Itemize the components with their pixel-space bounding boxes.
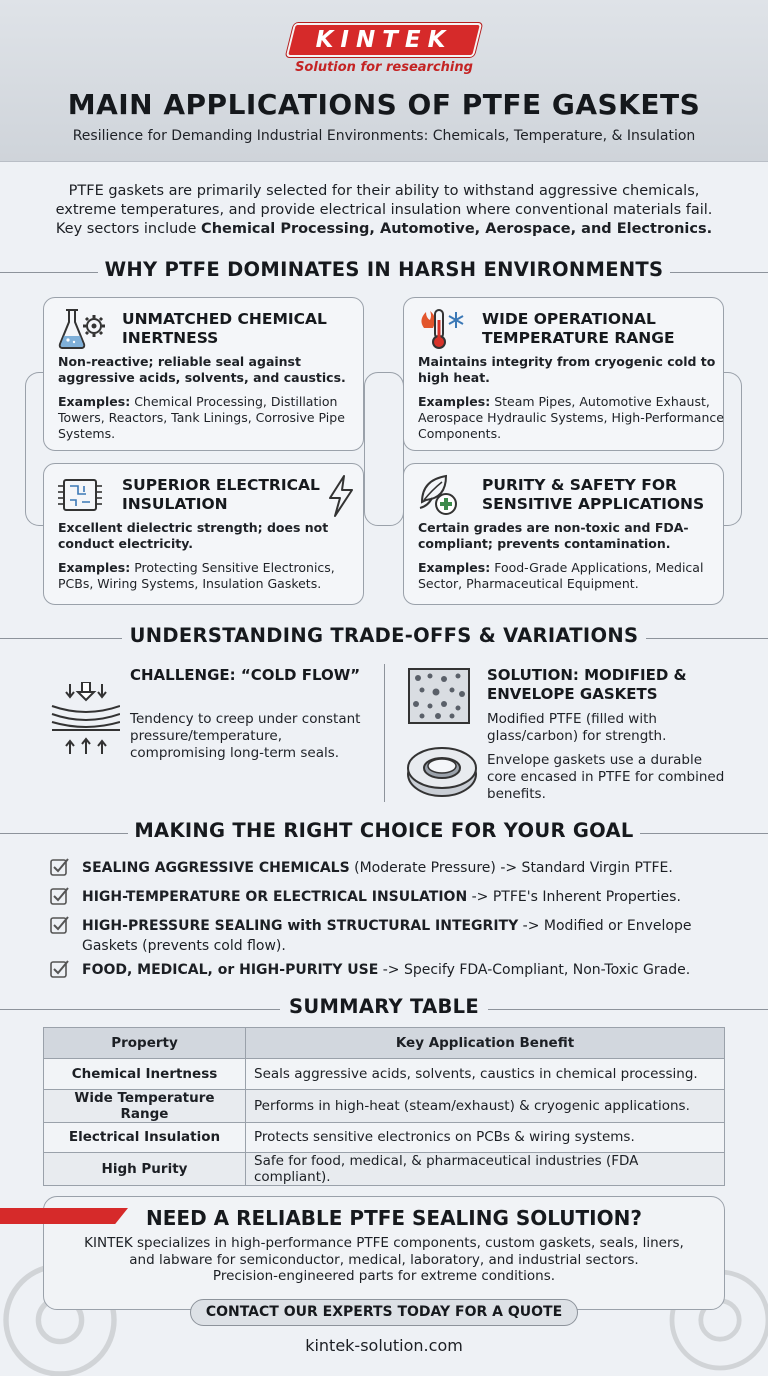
cta-text-line-3: Precision-engineered parts for extreme conditions. — [212, 1268, 556, 1284]
choice-recommendation: -> Modified or Envelope Gaskets (prevents cold flow). — [82, 918, 692, 954]
leaf-medical-cross-icon — [416, 472, 466, 518]
choice-goal: HIGH-TEMPERATURE OR ELECTRICAL INSULATION — [82, 889, 468, 905]
solution-title: SOLUTION: MODIFIED & ENVELOPE GASKETS — [487, 666, 687, 703]
cta-text-line-2: and labware for semiconductor, medical, laboratory, and industrial sectors. — [129, 1251, 639, 1268]
choice-item — [50, 885, 730, 909]
lightning-bolt-icon — [326, 474, 356, 518]
circuit-chip-icon — [56, 472, 106, 518]
intro-line-2: extreme temperatures, and provide electrical insulation where conventional materials fail. — [55, 202, 713, 218]
card-title: UNMATCHED CHEMICAL INERTNESS — [122, 310, 327, 347]
website-link[interactable]: kintek-solution.com — [305, 1336, 463, 1355]
choice-recommendation: -> PTFE's Inherent Properties. — [467, 889, 681, 905]
cta-description — [60, 1235, 708, 1285]
section-heading-choice — [0, 819, 768, 847]
column-header-property: Property — [44, 1028, 246, 1059]
examples-label: Examples: — [58, 394, 131, 409]
choice-item — [50, 914, 730, 958]
section-title-choice: MAKING THE RIGHT CHOICE FOR YOUR GOAL — [134, 819, 634, 842]
section-heading-summary — [0, 995, 768, 1023]
choice-recommendation: -> Specify FDA-Compliant, Non-Toxic Grade. — [378, 962, 691, 978]
card-chemical-inertness — [43, 297, 364, 451]
table-cell-benefit: Safe for food, medical, & pharmaceutical industries (FDA compliant). — [246, 1153, 725, 1186]
solution-text-modified: Modified PTFE (filled with glass/carbon) for strength. — [487, 711, 667, 744]
examples-label: Examples: — [418, 394, 491, 409]
cold-flow-compression-icon — [50, 682, 120, 756]
examples-text: Steam Pipes, Automotive Exhaust, Aerospace Hydraulic Systems, High-Performance Components. — [418, 394, 724, 441]
card-title: WIDE OPERATIONAL TEMPERATURE RANGE — [482, 310, 675, 347]
thermometer-flame-snowflake-icon — [416, 306, 466, 352]
table-cell-property: Electrical Insulation — [44, 1122, 246, 1153]
card-description: Excellent dielectric strength; does not conduct electricity. — [58, 520, 329, 551]
choice-item — [50, 856, 730, 880]
card-temperature-range — [403, 297, 724, 451]
examples-label: Examples: — [58, 560, 131, 575]
table-header-row — [44, 1028, 725, 1059]
solution-text-envelope: Envelope gaskets use a durable core encased in PTFE for combined benefits. — [487, 752, 725, 802]
section-title-summary: SUMMARY TABLE — [288, 995, 480, 1018]
table-cell-property: High Purity — [44, 1153, 246, 1186]
examples-text: Chemical Processing, Distillation Towers, Reactors, Tank Linings, Corrosive Pipe Systems. — [58, 394, 345, 441]
cta-title: NEED A RELIABLE PTFE SEALING SOLUTION? — [146, 1206, 642, 1230]
card-description: Certain grades are non-toxic and FDA-compliant; prevents contamination. — [418, 520, 689, 551]
table-row — [44, 1058, 725, 1089]
table-cell-property: Chemical Inertness — [44, 1058, 246, 1089]
table-cell-property: Wide Temperature Range — [44, 1089, 246, 1122]
table-cell-benefit: Seals aggressive acids, solvents, caustics in chemical processing. — [246, 1058, 725, 1089]
section-heading-why — [0, 258, 768, 286]
flask-gear-icon — [56, 306, 106, 352]
section-heading-tradeoffs — [0, 624, 768, 652]
envelope-gasket-ring-icon — [406, 744, 478, 800]
table-row — [44, 1089, 725, 1122]
checkbox-checked-icon — [50, 959, 70, 979]
examples-label: Examples: — [418, 560, 491, 575]
table-cell-benefit: Performs in high-heat (steam/exhaust) & cryogenic applications. — [246, 1089, 725, 1122]
bracket-center — [364, 372, 404, 526]
table-cell-benefit: Protects sensitive electronics on PCBs & wiring systems. — [246, 1122, 725, 1153]
summary-table — [43, 1027, 725, 1186]
card-examples — [418, 560, 728, 592]
tagline: Solution for researching — [295, 60, 473, 75]
card-title: SUPERIOR ELECTRICAL INSULATION — [122, 476, 320, 513]
logo-text: KINTEK — [315, 27, 453, 53]
card-description: Maintains integrity from cryogenic cold to high heat. — [418, 354, 716, 385]
filled-composite-material-icon — [408, 668, 470, 724]
intro-paragraph — [30, 182, 738, 239]
card-description: Non-reactive; reliable seal against aggressive acids, solvents, and caustics. — [58, 354, 346, 385]
section-title-why: WHY PTFE DOMINATES IN HARSH ENVIRONMENTS — [104, 258, 664, 281]
choice-item — [50, 958, 730, 982]
checkbox-checked-icon — [50, 886, 70, 906]
card-examples — [58, 560, 368, 592]
checkbox-checked-icon — [50, 857, 70, 877]
contact-experts-button[interactable]: CONTACT OUR EXPERTS TODAY FOR A QUOTE — [190, 1299, 578, 1326]
intro-line-3 — [30, 220, 738, 239]
challenge-text: Tendency to creep under constant pressure/temperature, compromising long-term seals. — [130, 711, 361, 761]
tradeoff-divider — [384, 664, 385, 802]
card-purity-safety — [403, 463, 724, 605]
intro-line-1: PTFE gaskets are primarily selected for their ability to withstand aggressive chemicals, — [68, 183, 700, 199]
choice-goal: FOOD, MEDICAL, or HIGH-PURITY USE — [82, 962, 379, 978]
card-title: PURITY & SAFETY FOR SENSITIVE APPLICATIONS — [482, 476, 705, 513]
section-title-tradeoffs: UNDERSTANDING TRADE-OFFS & VARIATIONS — [129, 624, 639, 647]
card-electrical-insulation — [43, 463, 364, 605]
page-title: MAIN APPLICATIONS OF PTFE GASKETS — [67, 88, 701, 121]
choice-goal: HIGH-PRESSURE SEALING with STRUCTURAL INTEGRITY — [82, 918, 519, 934]
choice-recommendation: (Moderate Pressure) -> Standard Virgin PTFE. — [349, 860, 673, 876]
cta-text-line-1: KINTEK specializes in high-performance PTFE components, custom gaskets, seals, liners, — [84, 1235, 684, 1251]
intro-line-3-prefix: Key sectors include — [55, 221, 202, 237]
choice-goal: SEALING AGGRESSIVE CHEMICALS — [82, 860, 350, 876]
challenge-title: CHALLENGE: “COLD FLOW” — [130, 666, 361, 684]
card-examples — [58, 394, 368, 442]
table-row — [44, 1153, 725, 1186]
examples-text: Protecting Sensitive Electronics, PCBs, Wiring Systems, Insulation Gaskets. — [58, 560, 335, 591]
checkbox-checked-icon — [50, 915, 70, 935]
table-row — [44, 1122, 725, 1153]
column-header-benefit: Key Application Benefit — [246, 1028, 725, 1059]
page-subtitle: Resilience for Demanding Industrial Environments: Chemicals, Temperature, & Insulation — [72, 128, 696, 144]
intro-line-3-bold: Chemical Processing, Automotive, Aerospace, and Electronics. — [201, 221, 713, 237]
card-examples — [418, 394, 728, 442]
examples-text: Food-Grade Applications, Medical Sector, Pharmaceutical Equipment. — [418, 560, 704, 591]
